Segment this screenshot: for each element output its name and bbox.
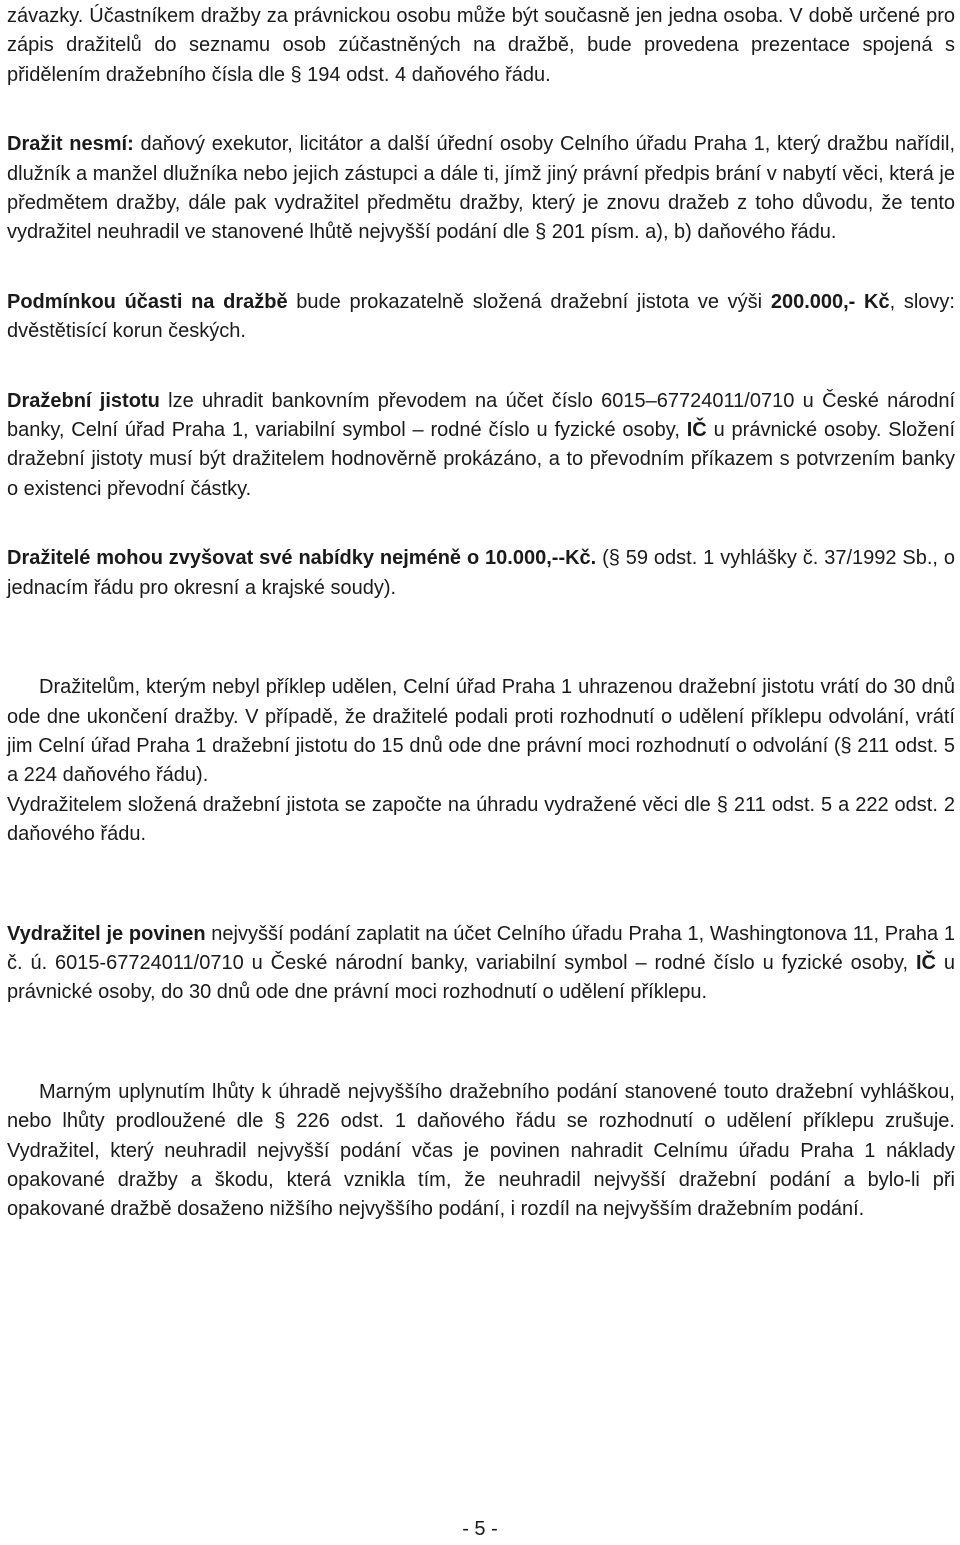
- paragraph-bold-lead: Dražit nesmí:: [7, 133, 134, 156]
- paragraph-text: bude prokazatelně složená dražební jistota ve výši: [287, 290, 771, 313]
- paragraph-bold-lead: Dražební jistotu: [7, 389, 160, 412]
- paragraph-text: u právnické osoby. Složení dražební jistoty musí být dražitelem hodnověrně prokázáno, a to převodním příkazem s potvrzením banky o existenci převodní částky.: [7, 419, 955, 500]
- paragraph-text: nejvyšší podání zaplatit na účet Celního úřadu Praha 1, Washingtonova 11, Praha 1 č. ú. 6015-67724011/0710 u České národní banky, variabilní symbol – rodné číslo u fyzické osoby,: [7, 922, 956, 974]
- deposit-amount: 200.000,- Kč: [770, 290, 890, 313]
- paragraph-text: u právnické osoby, do 30 dnů ode dne právní moci rozhodnutí o udělení příklepu.: [7, 951, 955, 1004]
- paragraph-bold-lead: Podmínkou účasti na dražbě: [7, 290, 288, 313]
- paragraph-bold-lead: Dražitelé mohou zvyšovat své nabídky nejméně o 10.000,--Kč.: [7, 547, 597, 570]
- paragraph-deposit-return: [7, 673, 955, 791]
- paragraph-deposit-offset: [7, 791, 955, 850]
- paragraph-text: daňový exekutor, licitátor a další úřední osoby Celního úřadu Praha 1, který dražbu nařídil, dlužník a manžel dlužníka nebo jejich zástupci a dále ti, jímž jiný právní předpis brání v nabytí věci, která je předmětem dražby, dále pak vydražitel předmětu dražby, který je znovu dražeb z toho důvodu, že tento vydražitel neuhradil ve stanovené lhůtě nejvyšší podání dle § 201 písm. a), b) daňového řádu.: [7, 133, 956, 244]
- paragraph-winner-payment-obligation: [7, 920, 955, 1008]
- paragraph-text: , slovy: dvěstětisící korun českých.: [7, 290, 955, 343]
- paragraph-text: Dražitelům, kterým nebyl příklep udělen, Celní úřad Praha 1 uhrazenou dražební jistotu vrátí do 30 dnů ode dne ukončení dražby. V případě, že dražitelé podali proti rozhodnutí o udělení příklepu odvolání, vrátí jim Celní úřad Praha 1 dražební jistotu do 15 dnů ode dne právní moci rozhodnutí o odvolání (§ 211 odst. 5 a 224 daňového řádu).: [7, 676, 955, 787]
- paragraph-bold-ic: IČ: [915, 951, 936, 974]
- document-page: [7, 2, 955, 1225]
- paragraph-deposit-payment: [7, 387, 955, 505]
- paragraph-participation-registration: [7, 2, 955, 90]
- paragraph-participation-condition: [7, 288, 955, 347]
- paragraph-text: Vydražitelem složená dražební jistota se započte na úhradu vydražené věci dle § 211 odst. 5 a 222 odst. 2 daňového řádu.: [7, 793, 955, 846]
- paragraph-bold-lead: Vydražitel je povinen: [7, 922, 206, 945]
- paragraph-text: (§ 59 odst. 1 vyhlášky č. 37/1992 Sb., o jednacím řádu pro okresní a krajské soudy).: [7, 547, 956, 599]
- paragraph-text: lze uhradit bankovním převodem na účet číslo 6015–67724011/0710 u České národní banky, Celní úřad Praha 1, variabilní symbol – rodné číslo u fyzické osoby,: [7, 389, 955, 442]
- paragraph-text: Marným uplynutím lhůty k úhradě nejvyššího dražebního podání stanovené touto dražební vyhláškou, nebo lhůty prodloužené dle § 226 odst. 1 daňového řádu se rozhodnutí o udělení příklepu zrušuje. Vydražitel, který neuhradil nejvyšší podání včas je povinen nahradit Celnímu úřadu Praha 1 náklady opakované dražby a škodu, která vznikla tím, že neuhradil nejvyšší dražební podání a bylo-li při opakované dražbě dosaženo nižšího nejvyššího podání, i rozdíl na nejvyšším dražebním podání.: [7, 1080, 955, 1221]
- paragraph-minimum-bid-increment: [7, 544, 955, 603]
- paragraph-text: závazky. Účastníkem dražby za právnickou osobu může být současně jen jedna osoba. V době určené pro zápis dražitelů do seznamu osob zúčastněných na dražbě, bude provedena prezentace spojená s přidělením dražebního čísla dle § 194 odst. 4 daňového řádu.: [7, 5, 955, 86]
- paragraph-payment-default: [7, 1078, 955, 1225]
- paragraph-who-may-not-bid: [7, 130, 955, 248]
- page-number: - 5 -: [462, 1518, 498, 1540]
- paragraph-bold-ic: IČ: [686, 419, 707, 442]
